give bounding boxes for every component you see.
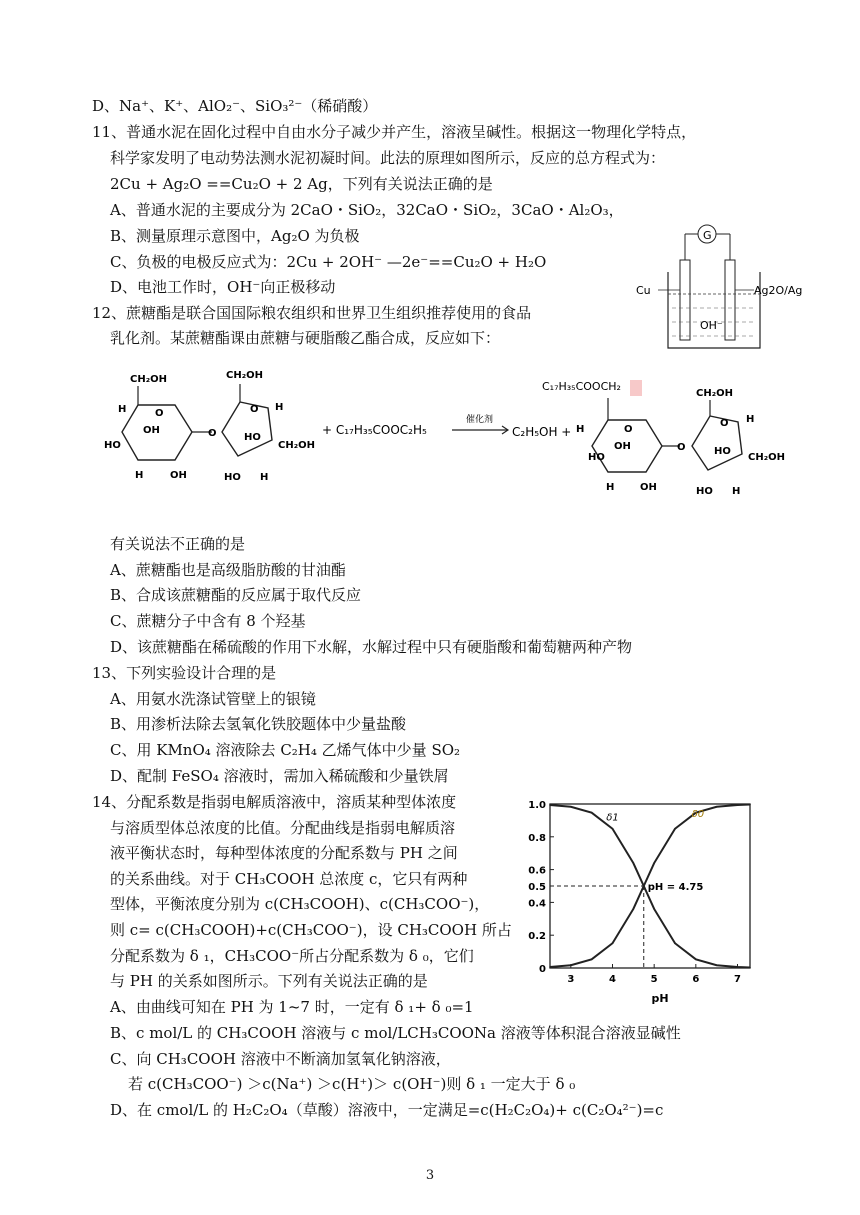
option-13-b: B、用渗析法除去氢氧化铁胶题体中少量盐酸 bbox=[110, 715, 407, 733]
label-oh: OH bbox=[614, 441, 631, 452]
data-point bbox=[549, 966, 551, 968]
data-point bbox=[570, 806, 572, 808]
data-point bbox=[549, 804, 551, 806]
y-tick-label: 1.0 bbox=[528, 800, 546, 811]
data-point bbox=[737, 804, 739, 806]
data-point bbox=[633, 908, 635, 910]
label-h: H bbox=[576, 424, 585, 435]
ag2o-label: Ag2O/Ag bbox=[754, 284, 803, 297]
label-o: O bbox=[677, 442, 686, 453]
question-14-stem-3: 液平衡状态时，每种型体浓度的分配系数与 PH 之间 bbox=[110, 844, 458, 862]
label-ho: HO bbox=[696, 486, 713, 497]
data-point bbox=[749, 804, 751, 806]
data-point bbox=[591, 959, 593, 961]
ester-group-label: C₁₇H₃₅COOCH₂ bbox=[542, 380, 621, 393]
page-number: 3 bbox=[425, 1168, 435, 1183]
cu-label: Cu bbox=[636, 284, 651, 297]
option-11-a: A、普通水泥的主要成分为 2CaO・SiO₂，32CaO・SiO₂，3CaO・Al₂O₃， bbox=[110, 201, 624, 219]
label-h: H bbox=[118, 404, 127, 415]
label-ho: HO bbox=[244, 432, 261, 443]
data-point bbox=[716, 806, 718, 808]
option-13-a: A、用氨水洗涤试管壁上的银镜 bbox=[110, 690, 316, 708]
data-point bbox=[674, 942, 676, 944]
catalyst-label: 催化剂 bbox=[466, 415, 494, 425]
label-ch2oh: CH₂OH bbox=[748, 452, 785, 463]
option-13-d: D、配制 FeSO₄ 溶液时，需加入稀硫酸和少量铁屑 bbox=[110, 767, 449, 785]
option-14-c-cont: 若 c(CH₃COO⁻) ＞c(Na⁺) ＞c(H⁺)＞ c(OH⁻)则 δ ₁ 一定大于 δ ₀ bbox=[128, 1075, 576, 1093]
label-ho: HO bbox=[714, 446, 731, 457]
label-h: H bbox=[732, 486, 741, 497]
label-ho: HO bbox=[588, 452, 605, 463]
question-14-stem-7: 分配系数为 δ ₁，CH₃COO⁻所占分配系数为 δ ₀，它们 bbox=[110, 947, 474, 965]
option-14-d: D、在 cmol/L 的 H₂C₂O₄（草酸）溶液中，一定满足=c(H₂C₂O₄)+ c(C₂O₄²⁻)=c bbox=[110, 1101, 664, 1119]
label-ch2oh: CH₂OH bbox=[130, 374, 167, 385]
series-label: δ0 bbox=[691, 809, 705, 821]
reaction-scheme bbox=[100, 360, 820, 520]
sucrose-structure bbox=[104, 370, 315, 483]
option-13-c: C、用 KMnO₄ 溶液除去 C₂H₄ 乙烯气体中少量 SO₂ bbox=[110, 741, 461, 759]
reagent-label: + C₁₇H₃₅COOC₂H₅ bbox=[322, 423, 427, 437]
label-oh: OH bbox=[170, 470, 187, 481]
x-tick-label: 6 bbox=[692, 974, 700, 985]
x-axis-label: pH bbox=[651, 992, 669, 1005]
label-ch2oh: CH₂OH bbox=[278, 440, 315, 451]
data-point bbox=[749, 967, 751, 969]
y-tick-label: 0.5 bbox=[528, 882, 546, 893]
data-point bbox=[716, 964, 718, 966]
label-ch2oh: CH₂OH bbox=[226, 370, 263, 381]
data-point bbox=[612, 942, 614, 944]
sucrose-ester-structure bbox=[542, 380, 785, 497]
label-h: H bbox=[275, 402, 284, 413]
option-11-d: D、电池工作时，OH⁻向正极移动 bbox=[110, 278, 336, 296]
label-oh: OH bbox=[640, 482, 657, 493]
question-12-stem: 12、蔗糖酯是联合国国际粮农组织和世界卫生组织推荐使用的食品 bbox=[92, 304, 532, 322]
question-14-stem: 14、分配系数是指弱电解质溶液中，溶质某种型体浓度 bbox=[92, 793, 457, 811]
data-point bbox=[653, 862, 655, 864]
series-label: δ1 bbox=[606, 812, 619, 824]
question-11-equation: 2Cu + Ag₂O ==Cu₂O + 2 Ag，下列有关说法正确的是 bbox=[110, 175, 493, 193]
question-14-stem-2: 与溶质型体总浓度的比值。分配曲线是指弱电解质溶 bbox=[110, 819, 456, 837]
pka-annotation: pH = 4.75 bbox=[647, 882, 704, 893]
option-12-d: D、该蔗糖酯在稀硫酸的作用下水解，水解过程中只有硬脂酸和葡萄糖两种产物 bbox=[110, 638, 633, 656]
cu-electrode bbox=[680, 260, 690, 340]
meter-label: G bbox=[703, 229, 712, 242]
label-ho: HO bbox=[104, 440, 121, 451]
label-h: H bbox=[260, 472, 269, 483]
question-13-stem: 13、下列实验设计合理的是 bbox=[92, 664, 277, 682]
x-tick-label: 4 bbox=[609, 974, 616, 985]
data-point bbox=[653, 908, 655, 910]
data-point bbox=[570, 964, 572, 966]
data-point bbox=[737, 966, 739, 968]
x-tick-label: 5 bbox=[650, 974, 658, 985]
distribution-chart bbox=[518, 798, 768, 1008]
label-h: H bbox=[746, 414, 755, 425]
data-point bbox=[674, 828, 676, 830]
y-tick-label: 0.6 bbox=[528, 865, 546, 877]
x-tick-label: 7 bbox=[734, 974, 741, 985]
question-12-prompt: 有关说法不正确的是 bbox=[110, 535, 246, 553]
label-o: O bbox=[155, 408, 164, 419]
option-12-b: B、合成该蔗糖酯的反应属于取代反应 bbox=[110, 586, 362, 604]
cell-figure bbox=[630, 212, 820, 357]
option-14-a: A、由曲线可知在 PH 为 1~7 时，一定有 δ ₁+ δ ₀=1 bbox=[110, 998, 474, 1016]
question-14-stem-5: 型体，平衡浓度分别为 c(CH₃COOH)、c(CH₃COO⁻)， bbox=[110, 895, 490, 913]
label-h: H bbox=[606, 482, 615, 493]
data-point bbox=[633, 862, 635, 864]
question-11-stem-2: 科学家发明了电动势法测水泥初凝时间。此法的原理如图所示，反应的总方程式为： bbox=[110, 149, 666, 167]
solution-label: OH⁻ bbox=[700, 319, 723, 332]
option-14-b: B、c mol/L 的 CH₃COOH 溶液与 c mol/LCH₃COONa 溶液等体积混合溶液显碱性 bbox=[110, 1024, 681, 1042]
question-14-stem-6: 则 c= c(CH₃COOH)+c(CH₃COO⁻)，设 CH₃COOH 所占 bbox=[110, 921, 512, 939]
label-ho: HO bbox=[224, 472, 241, 483]
question-12-stem-2: 乳化剂。某蔗糖酯课由蔗糖与硬脂酸乙酯合成，反应如下： bbox=[110, 329, 501, 347]
option-11-prev-d: D、Na⁺、K⁺、AlO₂⁻、SiO₃²⁻（稀硝酸） bbox=[92, 97, 378, 115]
data-point bbox=[612, 828, 614, 830]
label-o: O bbox=[624, 424, 633, 435]
question-14-stem-4: 的关系曲线。对于 CH₃COOH 总浓度 c，它只有两种 bbox=[110, 870, 468, 888]
data-point bbox=[591, 812, 593, 814]
byproduct-label: C₂H₅OH + bbox=[512, 425, 572, 439]
y-tick-label: 0.4 bbox=[528, 898, 546, 910]
x-tick-label: 3 bbox=[567, 974, 575, 985]
label-o: O bbox=[720, 418, 729, 429]
option-11-b: B、测量原理示意图中，Ag₂O 为负极 bbox=[110, 227, 360, 245]
label-oh: OH bbox=[143, 425, 160, 436]
label-h: H bbox=[135, 470, 144, 481]
y-tick-label: 0 bbox=[539, 964, 546, 975]
question-11-stem: 11、普通水泥在固化过程中自由水分子减少并产生，溶液呈碱性。根据这一物理化学特点， bbox=[92, 123, 697, 141]
y-tick-label: 0.8 bbox=[528, 832, 546, 844]
y-tick-label: 0.2 bbox=[528, 931, 546, 943]
label-o: O bbox=[208, 428, 217, 439]
data-point bbox=[695, 959, 697, 961]
question-14-stem-8: 与 PH 的关系如图所示。下列有关说法正确的是 bbox=[110, 972, 428, 990]
option-12-c: C、蔗糖分子中含有 8 个羟基 bbox=[110, 612, 306, 630]
option-11-c: C、负极的电极反应式为：2Cu + 2OH⁻ —2e⁻==Cu₂O + H₂O bbox=[110, 253, 547, 271]
ag2o-electrode bbox=[725, 260, 735, 340]
label-o: O bbox=[250, 404, 259, 415]
option-14-c: C、向 CH₃COOH 溶液中不断滴加氢氧化钠溶液， bbox=[110, 1050, 451, 1068]
label-ch2oh: CH₂OH bbox=[696, 388, 733, 399]
option-12-a: A、蔗糖酯也是高级脂肪酸的甘油酯 bbox=[110, 561, 346, 579]
